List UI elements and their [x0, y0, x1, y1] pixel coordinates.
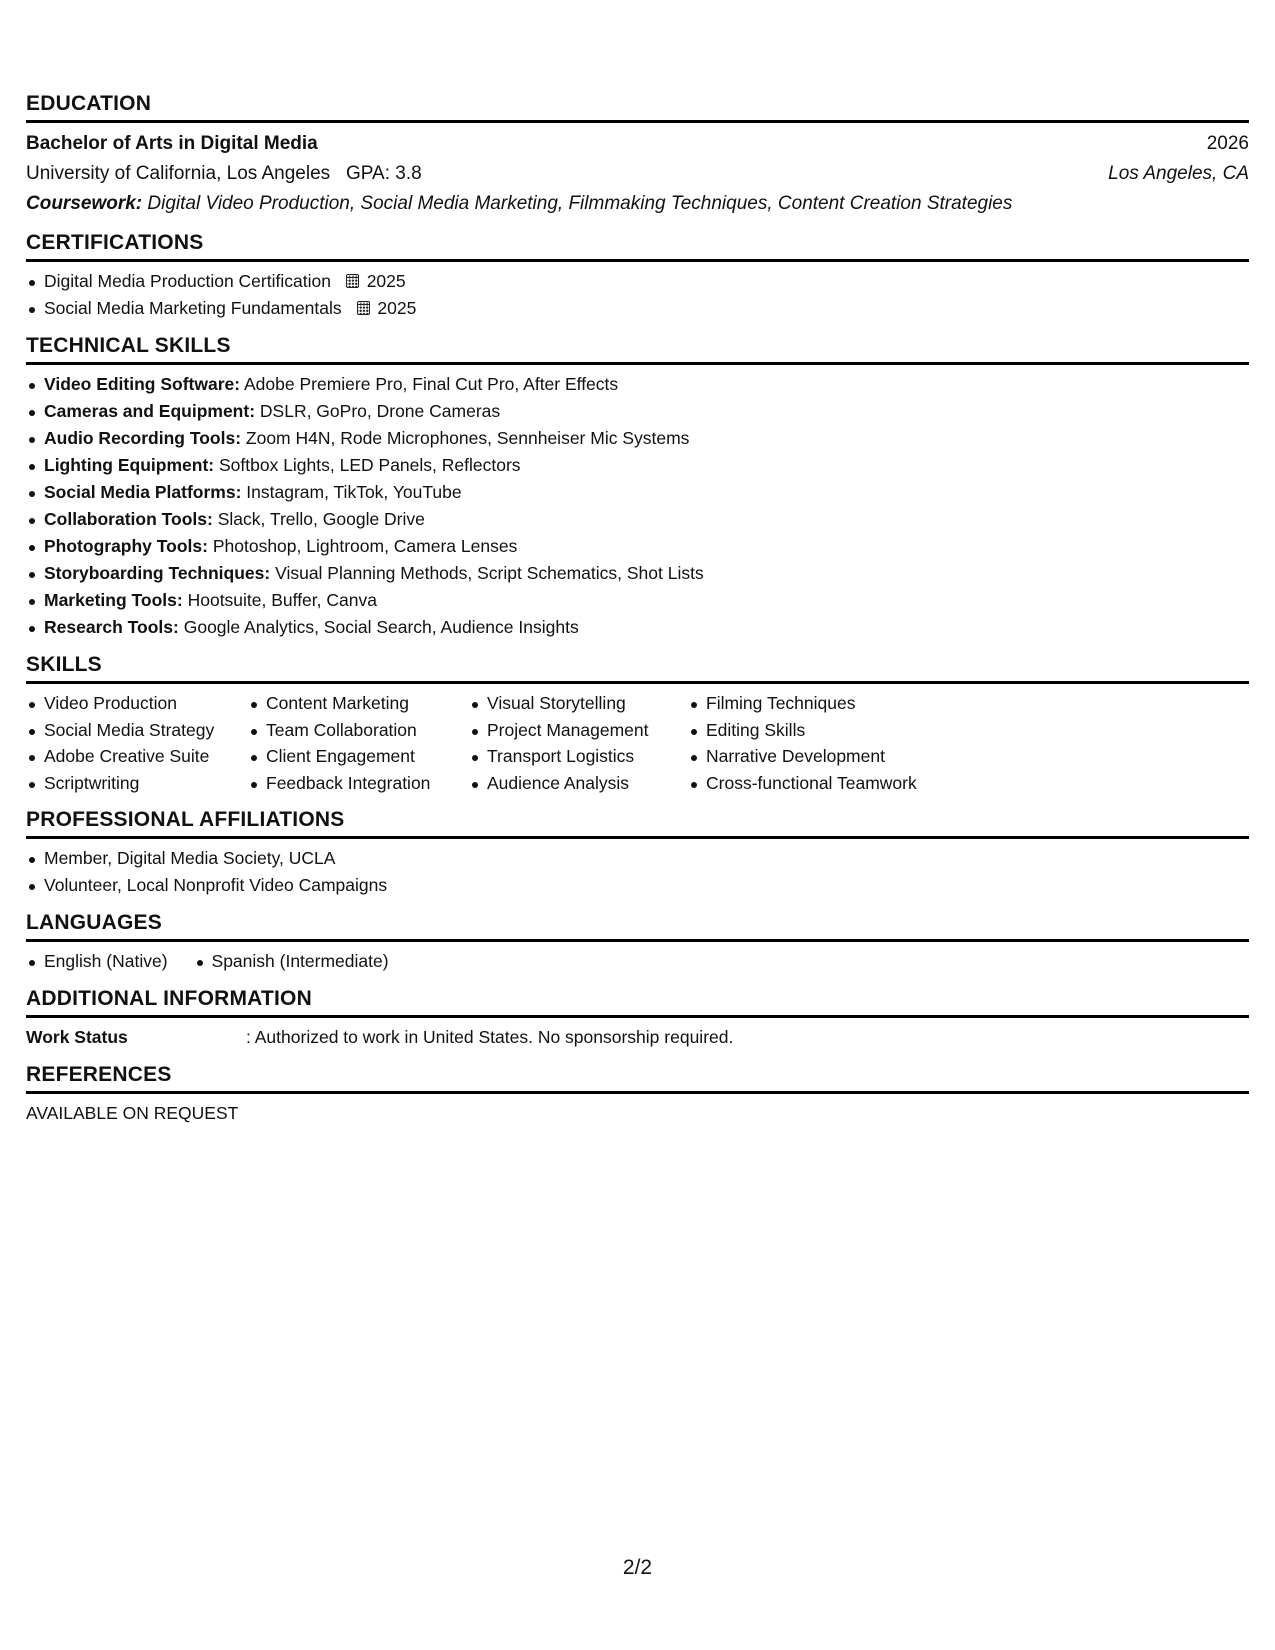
list-item: [26, 452, 1249, 479]
skill-category: Social Media Platforms:: [44, 482, 242, 502]
certification-name: Social Media Marketing Fundamentals: [44, 298, 342, 318]
list-item: [26, 560, 1249, 587]
list-item: Feedback Integration: [248, 770, 469, 797]
section-title: CERTIFICATIONS: [26, 231, 1249, 262]
certification-name: Digital Media Production Certification: [44, 271, 331, 291]
references-section: [26, 1063, 1249, 1127]
skill-category: Cameras and Equipment:: [44, 401, 256, 421]
skills-column: [469, 690, 688, 796]
work-status-value: : Authorized to work in United States. No sponsorship required.: [246, 1027, 734, 1047]
list-item: Video Production: [26, 690, 248, 717]
list-item: [26, 479, 1249, 506]
languages-section: [26, 911, 1249, 975]
list-item: Cross-functional Teamwork: [688, 770, 988, 797]
certification-year: 2025: [377, 298, 417, 318]
list-item: Member, Digital Media Society, UCLA: [26, 845, 1249, 872]
skills-column: [248, 690, 469, 796]
list-item: Team Collaboration: [248, 717, 469, 744]
skill-values: Photoshop, Lightroom, Camera Lenses: [212, 536, 518, 556]
skills-column: [688, 690, 988, 796]
section-title: REFERENCES: [26, 1063, 1249, 1094]
skill-values: DSLR, GoPro, Drone Cameras: [259, 401, 501, 421]
skill-category: Audio Recording Tools:: [44, 428, 242, 448]
technical-skills-list: [26, 371, 1249, 641]
skill-values: Zoom H4N, Rode Microphones, Sennheiser Mic Systems: [245, 428, 690, 448]
list-item: [26, 268, 1249, 295]
skills-section: [26, 653, 1249, 796]
skill-values: Google Analytics, Social Search, Audience Insights: [183, 617, 579, 637]
list-item: [26, 295, 1249, 322]
affiliations-section: [26, 808, 1249, 899]
skill-category: Research Tools:: [44, 617, 179, 637]
school-location: Los Angeles, CA: [1108, 163, 1249, 184]
list-item: [26, 587, 1249, 614]
school-row: [26, 159, 1249, 189]
list-item: [26, 533, 1249, 560]
skill-values: Instagram, TikTok, YouTube: [246, 482, 462, 502]
work-status-row: [26, 1024, 1249, 1051]
list-item: [26, 506, 1249, 533]
skill-values: Softbox Lights, LED Panels, Reflectors: [218, 455, 521, 475]
list-item: [26, 425, 1249, 452]
school-name: University of California, Los Angeles: [26, 163, 331, 184]
list-item: [26, 614, 1249, 641]
education-section: [26, 92, 1249, 219]
list-item: Audience Analysis: [469, 770, 688, 797]
additional-info-section: [26, 987, 1249, 1051]
skill-values: Visual Planning Methods, Script Schematics, Shot Lists: [275, 563, 704, 583]
skill-category: Video Editing Software:: [44, 374, 241, 394]
affiliations-list: [26, 845, 1249, 899]
skill-category: Storyboarding Techniques:: [44, 563, 271, 583]
skill-category: Collaboration Tools:: [44, 509, 213, 529]
list-item: Transport Logistics: [469, 743, 688, 770]
list-item: Client Engagement: [248, 743, 469, 770]
calendar-icon: [346, 274, 359, 288]
degree-row: [26, 129, 1249, 159]
list-item: Visual Storytelling: [469, 690, 688, 717]
gpa: GPA: 3.8: [346, 163, 422, 184]
list-item: Volunteer, Local Nonprofit Video Campaigns: [26, 872, 1249, 899]
list-item: Content Marketing: [248, 690, 469, 717]
skill-values: Hootsuite, Buffer, Canva: [187, 590, 377, 610]
work-status-label: Work Status: [26, 1027, 128, 1047]
certifications-section: [26, 231, 1249, 322]
skill-values: Slack, Trello, Google Drive: [217, 509, 425, 529]
skills-column: [26, 690, 248, 796]
references-text: AVAILABLE ON REQUEST: [26, 1103, 239, 1123]
list-item: Project Management: [469, 717, 688, 744]
skill-values: Adobe Premiere Pro, Final Cut Pro, After Effects: [244, 374, 619, 394]
section-title: ADDITIONAL INFORMATION: [26, 987, 1249, 1018]
list-item: Adobe Creative Suite: [26, 743, 248, 770]
list-item: Social Media Strategy: [26, 717, 248, 744]
certifications-list: [26, 268, 1249, 322]
section-title: PROFESSIONAL AFFILIATIONS: [26, 808, 1249, 839]
section-title: LANGUAGES: [26, 911, 1249, 942]
skill-category: Lighting Equipment:: [44, 455, 215, 475]
skill-category: Marketing Tools:: [44, 590, 183, 610]
certification-year: 2025: [366, 271, 406, 291]
page-number: 2/2: [622, 1556, 653, 1579]
list-item: Narrative Development: [688, 743, 988, 770]
coursework: [26, 189, 1249, 219]
list-item: Filming Techniques: [688, 690, 988, 717]
list-item: Spanish (Intermediate): [194, 948, 389, 975]
resume-page: [26, 92, 1249, 1139]
list-item: [26, 398, 1249, 425]
school-info: [26, 159, 422, 189]
degree: Bachelor of Arts in Digital Media: [26, 133, 318, 154]
skill-category: Photography Tools:: [44, 536, 208, 556]
languages-list: [26, 948, 1249, 975]
technical-skills-section: [26, 334, 1249, 641]
list-item: [26, 371, 1249, 398]
skills-grid: [26, 690, 1249, 796]
graduation-year: 2026: [1206, 133, 1249, 154]
section-title: SKILLS: [26, 653, 1249, 684]
list-item: Scriptwriting: [26, 770, 248, 797]
list-item: English (Native): [26, 948, 168, 975]
calendar-icon: [357, 301, 370, 315]
section-title: EDUCATION: [26, 92, 1249, 123]
coursework-list: Digital Video Production, Social Media Marketing, Filmmaking Techniques, Content Creation Strategies: [147, 193, 1013, 214]
coursework-label: Coursework:: [26, 193, 143, 214]
section-title: TECHNICAL SKILLS: [26, 334, 1249, 365]
list-item: Editing Skills: [688, 717, 988, 744]
